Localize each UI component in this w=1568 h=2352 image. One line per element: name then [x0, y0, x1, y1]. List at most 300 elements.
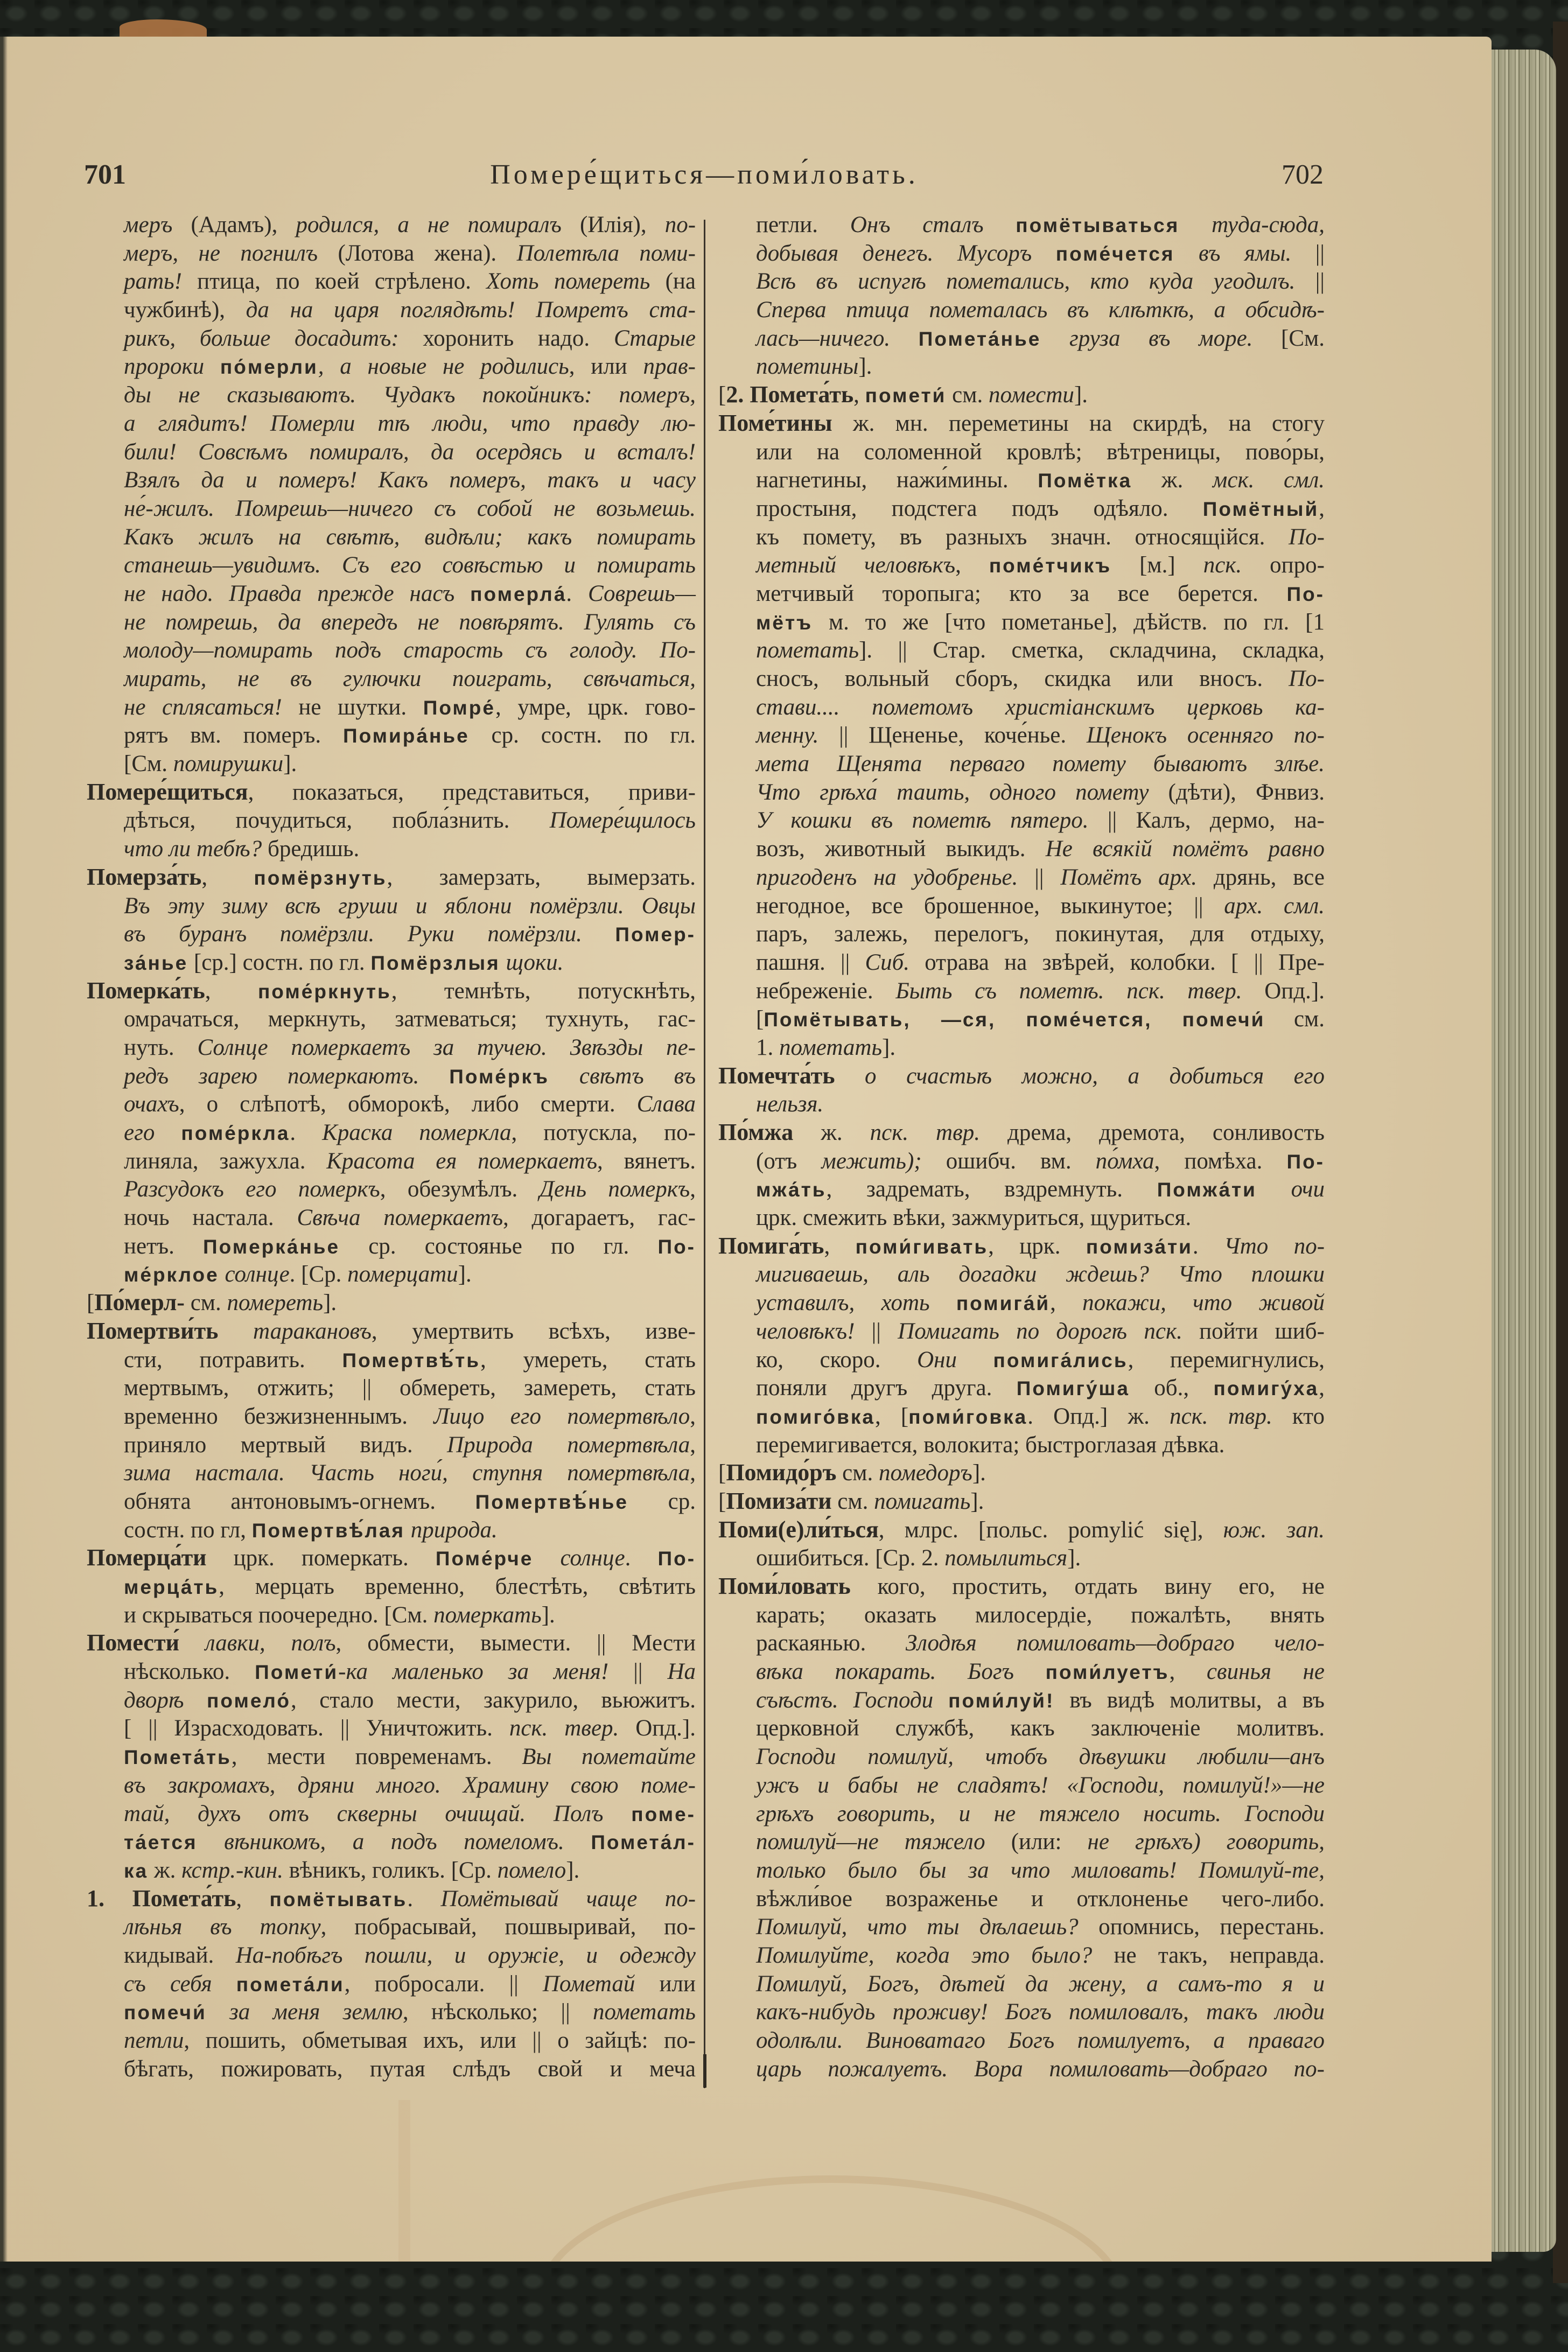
italic-text: Вы пометайте — [522, 1744, 696, 1770]
italic-text: Щенокъ осенняго по- — [1086, 723, 1325, 748]
text-run: , вянетъ. — [597, 1148, 696, 1174]
italic-text: помигать — [874, 1488, 971, 1514]
entry-line — [718, 1629, 1325, 1658]
entry-head-line — [87, 977, 696, 1006]
bold-term: По- — [1286, 1150, 1325, 1173]
text-run: || Калъ, дермо, на- — [1088, 808, 1325, 834]
text-run: омрачаться, меркнуть, затмеваться; тухнуть, гас- — [124, 1006, 696, 1032]
bold-term: мерца́ть — [124, 1576, 219, 1598]
text-run: временно безжизненнымъ. — [124, 1403, 434, 1429]
entry-line — [87, 1403, 696, 1431]
entry-line — [718, 892, 1325, 921]
text-run: хоронить надо. — [398, 325, 614, 351]
italic-text: помедоръ — [878, 1460, 972, 1486]
entry-line — [87, 1658, 696, 1686]
italic-text: арх. смл. — [1224, 893, 1325, 919]
italic-text: Помигать по дорогѣ пск. — [898, 1318, 1182, 1344]
text-run: мертвымъ, отжить; || обмереть, замереть, стать — [124, 1375, 696, 1401]
text-run: , нѣсколько; || — [402, 1999, 593, 2025]
entry-line — [718, 211, 1325, 240]
text-run: ошибиться. [Ср. 2. — [756, 1545, 945, 1571]
text-run: . [Ср. — [289, 1262, 348, 1287]
bold-term: поме́тчикъ — [989, 555, 1112, 577]
entry-line — [87, 2027, 696, 2055]
italic-text: Взялъ да и померъ! Какъ померъ, такъ и часу — [124, 467, 696, 493]
bold-term: поме́ркла — [181, 1122, 290, 1144]
text-run: || Щененье, коче́нье. — [818, 723, 1087, 748]
text-run: см. — [836, 1460, 879, 1486]
text-run: дрянь, все — [1196, 864, 1325, 890]
text-run: , догараетъ, гас- — [503, 1205, 696, 1231]
entry-line — [718, 438, 1325, 467]
bold-term: Помре́ — [423, 696, 495, 719]
entry-line — [718, 240, 1325, 268]
italic-text: не грѣхъ) говорить, — [1087, 1829, 1325, 1855]
entry-line — [87, 1772, 696, 1800]
italic-text: молоду—помирать подъ старость съ голоду. По- — [124, 638, 696, 663]
italic-text: редъ зарею померкаютъ. — [124, 1063, 450, 1089]
italic-text: въ ямы. — [1199, 240, 1292, 266]
italic-text: помело — [497, 1857, 566, 1883]
headword: Помидо́ръ — [726, 1459, 837, 1486]
entry-line — [718, 665, 1325, 694]
italic-text: мирать, не въ гулючки поиграть, свѣчаться, — [124, 666, 696, 691]
italic-text: очи — [1291, 1177, 1325, 1202]
column-left — [87, 211, 696, 2083]
entry-line — [718, 551, 1325, 580]
italic-text: Разсудокъ его померкъ — [124, 1177, 380, 1202]
italic-text: родился, а не помиралъ — [296, 212, 562, 237]
italic-text: уставилъ, хоть — [756, 1290, 956, 1316]
bold-term: мжа́ть — [756, 1179, 827, 1201]
text-run: , — [690, 1177, 696, 1202]
italic-text: По- — [1289, 524, 1325, 550]
text-run — [207, 1999, 229, 2025]
text-run: , — [1319, 495, 1325, 521]
italic-text: Быть съ пометѣ. пск. твер. — [895, 978, 1242, 1004]
entry-head-line — [87, 1885, 696, 1914]
italic-text: зима настала. Часть ноги́, ступня помертвѣла — [124, 1460, 690, 1486]
entry-line — [718, 1800, 1325, 1829]
italic-text: только было бы за что миловать! Помилуй-те, — [756, 1857, 1325, 1883]
entry-head-line — [87, 1544, 696, 1573]
entry-line — [87, 381, 696, 410]
entry-line — [87, 694, 696, 722]
italic-text: нельзя. — [756, 1091, 824, 1117]
entry-line — [87, 551, 696, 580]
entry-line — [718, 864, 1325, 892]
entry-line — [718, 1005, 1325, 1034]
italic-text: По- — [1289, 666, 1325, 691]
italic-text: мета Щенята перваго помету бываютъ злѣе. — [756, 751, 1325, 777]
headword: 2. Помета́ть — [726, 381, 854, 408]
entry-line — [718, 807, 1325, 835]
text-run: , — [690, 1460, 696, 1486]
text-run: , умертвить всѣхъ, изве- — [371, 1318, 696, 1344]
italic-text: добывая денегъ. Мусоръ — [756, 240, 1056, 266]
entry-line — [87, 296, 696, 325]
text-run: бѣгать, пожировать, путая слѣдъ свой и меча — [124, 2056, 696, 2082]
text-run: , мерцать временно, блестѣть, свѣтить — [219, 1574, 696, 1599]
entry-line — [718, 1942, 1325, 1970]
text-run: м. то же [что пометанье], дѣйств. по гл. [1 — [813, 609, 1325, 635]
text-run: , стало мести, закурило, вьюжитъ. — [291, 1687, 696, 1713]
italic-text: помылиться — [944, 1545, 1068, 1571]
running-head: Помере́щиться—поми́ловать. — [490, 159, 919, 190]
text-run: , — [205, 978, 258, 1004]
entry-line — [87, 892, 696, 921]
italic-text: вѣка покарать. Богъ — [756, 1659, 1046, 1685]
entry-line — [87, 608, 696, 637]
italic-text: Какъ жилъ на свѣтѣ, видѣли; какъ помирать — [124, 524, 696, 550]
text-run: ]. || Стар. сметка, складчина, складка, — [859, 638, 1325, 663]
bold-term: Помётный — [1202, 498, 1319, 520]
text-run — [1257, 1177, 1291, 1202]
entry-line — [87, 1573, 696, 1601]
italic-text: пометать — [592, 1999, 696, 2025]
text-run: ж. мн. переметины на скирдѣ, на стогу — [832, 410, 1325, 436]
text-run: небреженіе. — [756, 978, 896, 1004]
bold-term: Помертвѣ́нье — [475, 1490, 628, 1513]
text-run: ко, скоро. — [756, 1347, 918, 1373]
entry-line — [87, 1374, 696, 1403]
entry-line — [87, 353, 696, 381]
bold-term: помётываться — [1016, 214, 1180, 236]
entry-line — [718, 1431, 1325, 1460]
entry-line — [87, 636, 696, 665]
entry-line — [718, 1346, 1325, 1375]
text-run: пойти шиб- — [1182, 1318, 1325, 1344]
italic-text: Помётывай чаще по- — [440, 1886, 696, 1912]
entry-head-line — [718, 1488, 1325, 1516]
text-run — [179, 1630, 205, 1656]
italic-text: туда-сюда, — [1212, 212, 1325, 237]
italic-text: Свѣча померкаетъ — [297, 1205, 503, 1231]
italic-text: Природа помертвѣла — [447, 1432, 690, 1458]
entry-line — [718, 750, 1325, 779]
text-run: , црк. — [988, 1233, 1086, 1259]
text-run: кидывай. — [124, 1942, 236, 1968]
italic-text: да на царя поглядѣть! Помретъ ста- — [246, 297, 696, 323]
entry-line — [87, 1714, 696, 1743]
entry-line — [718, 1034, 1325, 1062]
bold-term: По- — [657, 1548, 696, 1570]
text-run — [500, 950, 506, 975]
text-run: , или — [569, 354, 643, 380]
entry-line — [718, 1204, 1325, 1233]
text-run: [ — [718, 1460, 726, 1486]
text-run: раскаянью. — [756, 1630, 906, 1656]
entry-head-line — [718, 1062, 1325, 1091]
text-run: црк. смежить вѣки, зажмуриться, щуриться. — [756, 1205, 1192, 1231]
text-run: , замерзать, вымерзать. — [387, 864, 696, 890]
italic-text: станешь—увидимъ. Съ его совѣстью и помирать — [124, 552, 696, 578]
italic-text: День померкъ — [539, 1177, 690, 1202]
italic-text: мск. смл. — [1212, 467, 1325, 493]
entry-line — [718, 1544, 1325, 1573]
entry-line — [87, 1857, 696, 1885]
bold-term: помётывать — [269, 1888, 408, 1910]
italic-text: вѣникомъ, а подъ помеломъ. — [224, 1829, 591, 1855]
water-stain-streak — [398, 2100, 410, 2262]
text-run — [219, 1262, 225, 1287]
text-run: [ср.] состн. по гл. — [188, 949, 371, 975]
entry-line — [87, 1090, 696, 1119]
text-run: вѣжли́вое возраженье и отклоненье чего-либо. — [756, 1886, 1325, 1912]
entry-line — [87, 523, 696, 552]
italic-text: за меня землю — [229, 1999, 403, 2025]
entry-line — [718, 353, 1325, 381]
italic-text: солнце — [225, 1262, 290, 1287]
text-run: ]. — [882, 1034, 896, 1060]
entry-line — [87, 410, 696, 438]
text-run: , умре, црк. гово- — [495, 694, 696, 720]
bold-term: Помжа́ти — [1157, 1179, 1257, 1201]
italic-text: свѣтъ въ — [579, 1063, 696, 1089]
italic-text: не сплясаться! — [124, 694, 282, 720]
text-run: . — [625, 1545, 658, 1571]
text-run: || — [1018, 864, 1061, 890]
text-run: опро- — [1242, 552, 1325, 578]
bold-term: Поме́ркъ — [449, 1065, 549, 1088]
italic-text: мигиваешь, аль догадки ждешь? Что плошки — [756, 1262, 1325, 1287]
bold-term: поми́луй! — [948, 1689, 1055, 1712]
text-run: , помѣха. — [1154, 1148, 1287, 1174]
text-run: , побрасывай, пошвыривай, по- — [320, 1914, 696, 1940]
text-run: [ — [718, 382, 726, 408]
entry-line — [718, 920, 1325, 949]
entry-line — [87, 1743, 696, 1772]
italic-text: Старые — [613, 325, 696, 351]
text-run: вѣникъ, голикъ. [Ср. — [283, 1857, 498, 1883]
text-run: см. — [184, 1290, 227, 1316]
bold-term: Помер- — [615, 923, 696, 946]
bold-term: Помётка — [1038, 470, 1132, 492]
entry-line — [718, 1998, 1325, 2027]
italic-text: свинья не — [1206, 1659, 1325, 1685]
italic-text: Сперва птица пометалась въ клѣткѣ, а обсидѣ- — [756, 297, 1325, 323]
headword: Помечта́ть — [718, 1062, 835, 1089]
entry-line — [718, 779, 1325, 807]
text-run: . — [407, 1886, 441, 1912]
bold-term: поме́чется — [1055, 242, 1175, 265]
entry-line — [87, 750, 696, 779]
entry-line — [87, 1147, 696, 1176]
text-run: , млрс. [польс. pomylić się], — [878, 1517, 1223, 1543]
entry-head-line — [718, 1573, 1325, 1601]
headword: Поме́тины — [718, 409, 832, 436]
headword: Померка́ть — [87, 977, 205, 1004]
text-run: нѣсколько. — [124, 1659, 255, 1685]
headword: Померза́ть — [87, 863, 202, 890]
bold-term: Помётывать, —ся, поме́чется, помечи́ — [764, 1009, 1265, 1031]
bold-term: ка — [124, 1859, 149, 1882]
text-run: не такъ, неправда. — [1092, 1942, 1325, 1968]
text-run: простыня, подстега подъ одѣяло. — [756, 495, 1203, 521]
text-run: или — [635, 1971, 696, 1997]
text-run: см. — [831, 1488, 874, 1514]
text-run: метчивый торопыга; кто за все берется. — [756, 580, 1287, 606]
entry-line — [87, 1488, 696, 1516]
italic-text: померцати — [347, 1262, 458, 1287]
italic-text: съѣстъ. Господи — [756, 1687, 949, 1713]
entry-head-line — [718, 381, 1325, 410]
italic-text: Краска померкла — [322, 1120, 512, 1145]
entry-line — [87, 1204, 696, 1233]
entry-line — [87, 240, 696, 268]
italic-text: Всѣ въ испугѣ пометались, кто куда угодилъ. — [756, 269, 1296, 295]
italic-text: ды не сказываютъ. Чудакъ покойникъ: померъ, — [124, 382, 696, 408]
text-run — [198, 1829, 225, 1854]
entry-line — [87, 466, 696, 495]
entry-line — [87, 949, 696, 977]
italic-text: не надо. Правда прежде насъ — [124, 580, 471, 606]
entry-line — [718, 636, 1325, 665]
italic-text: били! Совсѣмъ помиралъ, да осердясь и всталъ! — [124, 439, 696, 465]
text-run: , — [1319, 1375, 1325, 1401]
column-right — [718, 211, 1325, 2083]
headword: Помиза́ти — [726, 1487, 832, 1514]
text-run: , умереть, стать — [480, 1347, 696, 1373]
text-run: . — [1192, 1233, 1224, 1259]
text-run: дѣться, почудиться, побла́знить. — [124, 808, 550, 834]
text-run: ]. — [458, 1262, 472, 1287]
text-run: ]. — [1067, 1545, 1081, 1571]
italic-text: Слава — [636, 1091, 696, 1117]
text-run: , пошить, обметывая ихъ, или || о зайцѣ: по- — [184, 2028, 696, 2053]
entry-line — [718, 1147, 1325, 1176]
entry-head-line — [87, 779, 696, 807]
italic-text: померкать — [433, 1602, 542, 1628]
italic-text: пророки — [124, 354, 220, 380]
text-run: , темнѣть, потускнѣть, — [391, 978, 696, 1004]
text-run: паръ, залежь, перелогъ, покинутая, для отдыху, — [756, 921, 1325, 947]
text-run: петли. — [756, 212, 850, 237]
italic-text: Помилуй, Богъ, дѣтей да жену, а самъ-то я и — [756, 1971, 1325, 1997]
italic-text: Что грѣха́ таить, одного помету — [756, 779, 1149, 805]
italic-text: Помере́щилось — [549, 808, 696, 834]
italic-text: юж. зап. — [1223, 1517, 1325, 1543]
entry-line — [718, 1658, 1325, 1686]
italic-text: Помилуйте, когда это было? — [756, 1942, 1093, 1968]
italic-text: не́-жилъ. Помрешь—ничего съ собой не возьмешь. — [124, 495, 696, 521]
entry-line — [718, 835, 1325, 864]
entry-line — [87, 1034, 696, 1062]
entry-line — [718, 2055, 1325, 2084]
entry-line — [718, 1403, 1325, 1431]
italic-text: меръ, не погнилъ — [124, 240, 318, 266]
text-run: ]. — [1074, 382, 1088, 408]
italic-text: . Соврешь— — [566, 580, 696, 606]
bold-term: помига́лись — [993, 1349, 1128, 1371]
text-run: ]. — [541, 1602, 555, 1628]
italic-text: щоки. — [506, 949, 564, 975]
bold-term: помёрзнуть — [254, 866, 387, 889]
italic-text: какъ-нибудь проживу! Богъ помиловалъ, такъ люди — [756, 1999, 1325, 2025]
bold-term: Помигу́ша — [1016, 1377, 1130, 1400]
italic-text: На-побѣгъ пошли, и оружіе, и одежду — [235, 1942, 696, 1968]
entry-head-line — [718, 1459, 1325, 1488]
entry-line — [718, 523, 1325, 552]
entry-line — [718, 977, 1325, 1006]
entry-line — [718, 495, 1325, 523]
entry-line — [87, 2055, 696, 2084]
text-run: приняло мертвый видъ. — [124, 1432, 447, 1458]
italic-text: по́мха — [1095, 1148, 1154, 1174]
entry-line — [718, 1686, 1325, 1715]
text-run: || — [1295, 269, 1325, 295]
text-run: и скрываться поочередно. [См. — [124, 1602, 434, 1628]
entry-line — [718, 1261, 1325, 1289]
text-run: , — [690, 1403, 696, 1429]
italic-text: Они — [917, 1347, 993, 1373]
headword: Поми́ловать — [718, 1573, 851, 1599]
entry-line — [718, 1885, 1325, 1914]
italic-text: дворѣ — [124, 1687, 207, 1713]
text-run: ]. — [566, 1857, 580, 1883]
text-run: , о слѣпотѣ, обморокѣ, либо смерти. — [179, 1091, 637, 1117]
text-run: , мести повременамъ. — [231, 1744, 522, 1770]
text-run: чужбинѣ), — [124, 297, 246, 323]
headword: Поми(е)ли́ться — [718, 1516, 879, 1543]
text-run: см. — [1265, 1006, 1325, 1032]
italic-text: лавки, полъ — [205, 1630, 336, 1656]
italic-text: человѣкъ! — [756, 1318, 855, 1344]
text-run: кто — [1272, 1403, 1325, 1429]
entry-line — [87, 1175, 696, 1204]
text-run: возъ, животный выкидъ. — [756, 836, 1046, 862]
entry-line — [718, 949, 1325, 977]
entry-line — [87, 1913, 696, 1942]
italic-text: покажи, что живой — [1082, 1290, 1325, 1316]
text-run — [1179, 212, 1212, 237]
text-run: ]. — [858, 354, 872, 380]
bold-term: помечи́ — [124, 2001, 207, 2024]
italic-text: помереть — [227, 1290, 324, 1316]
entry-head-line — [718, 1233, 1325, 1261]
text-run: Опд.]. — [619, 1716, 696, 1741]
text-run: [ — [718, 1488, 726, 1514]
text-run: (Лотова жена). — [318, 240, 517, 266]
entry-head-line — [87, 864, 696, 892]
bold-term: Помета́ть — [124, 1746, 232, 1769]
entry-head-line — [718, 1516, 1325, 1545]
italic-text: межить); — [821, 1148, 922, 1174]
headword: Померца́ти — [87, 1544, 207, 1571]
italic-text: кстр.-кин. — [181, 1857, 283, 1883]
text-run: , обмести, вымести. || Мести — [335, 1630, 696, 1656]
text-run: въ видѣ молитвы, а въ — [1054, 1687, 1325, 1713]
italic-text: что ли тебѣ? — [124, 836, 262, 862]
italic-text: , а новые не родились — [318, 354, 569, 380]
italic-text: съ себя — [124, 1971, 236, 1997]
entry-line — [718, 1772, 1325, 1800]
text-run: рятъ вм. померъ. — [124, 723, 343, 748]
entry-line — [87, 1998, 696, 2027]
italic-text: пск. твр. — [870, 1120, 981, 1145]
text-run: отрава на звѣрей, колобки. [ || Пре- — [909, 949, 1325, 975]
entry-line — [718, 1374, 1325, 1403]
entry-line — [718, 1289, 1325, 1318]
bold-term: Помертвѣ́ть — [342, 1349, 480, 1371]
italic-text: менну. — [756, 723, 819, 748]
text-run: . — [290, 1120, 323, 1145]
text-run: || — [855, 1318, 898, 1344]
page-number-left: 701 — [84, 159, 126, 190]
text-run: (или: — [985, 1829, 1088, 1855]
entry-line — [87, 325, 696, 353]
entry-line — [718, 466, 1325, 495]
